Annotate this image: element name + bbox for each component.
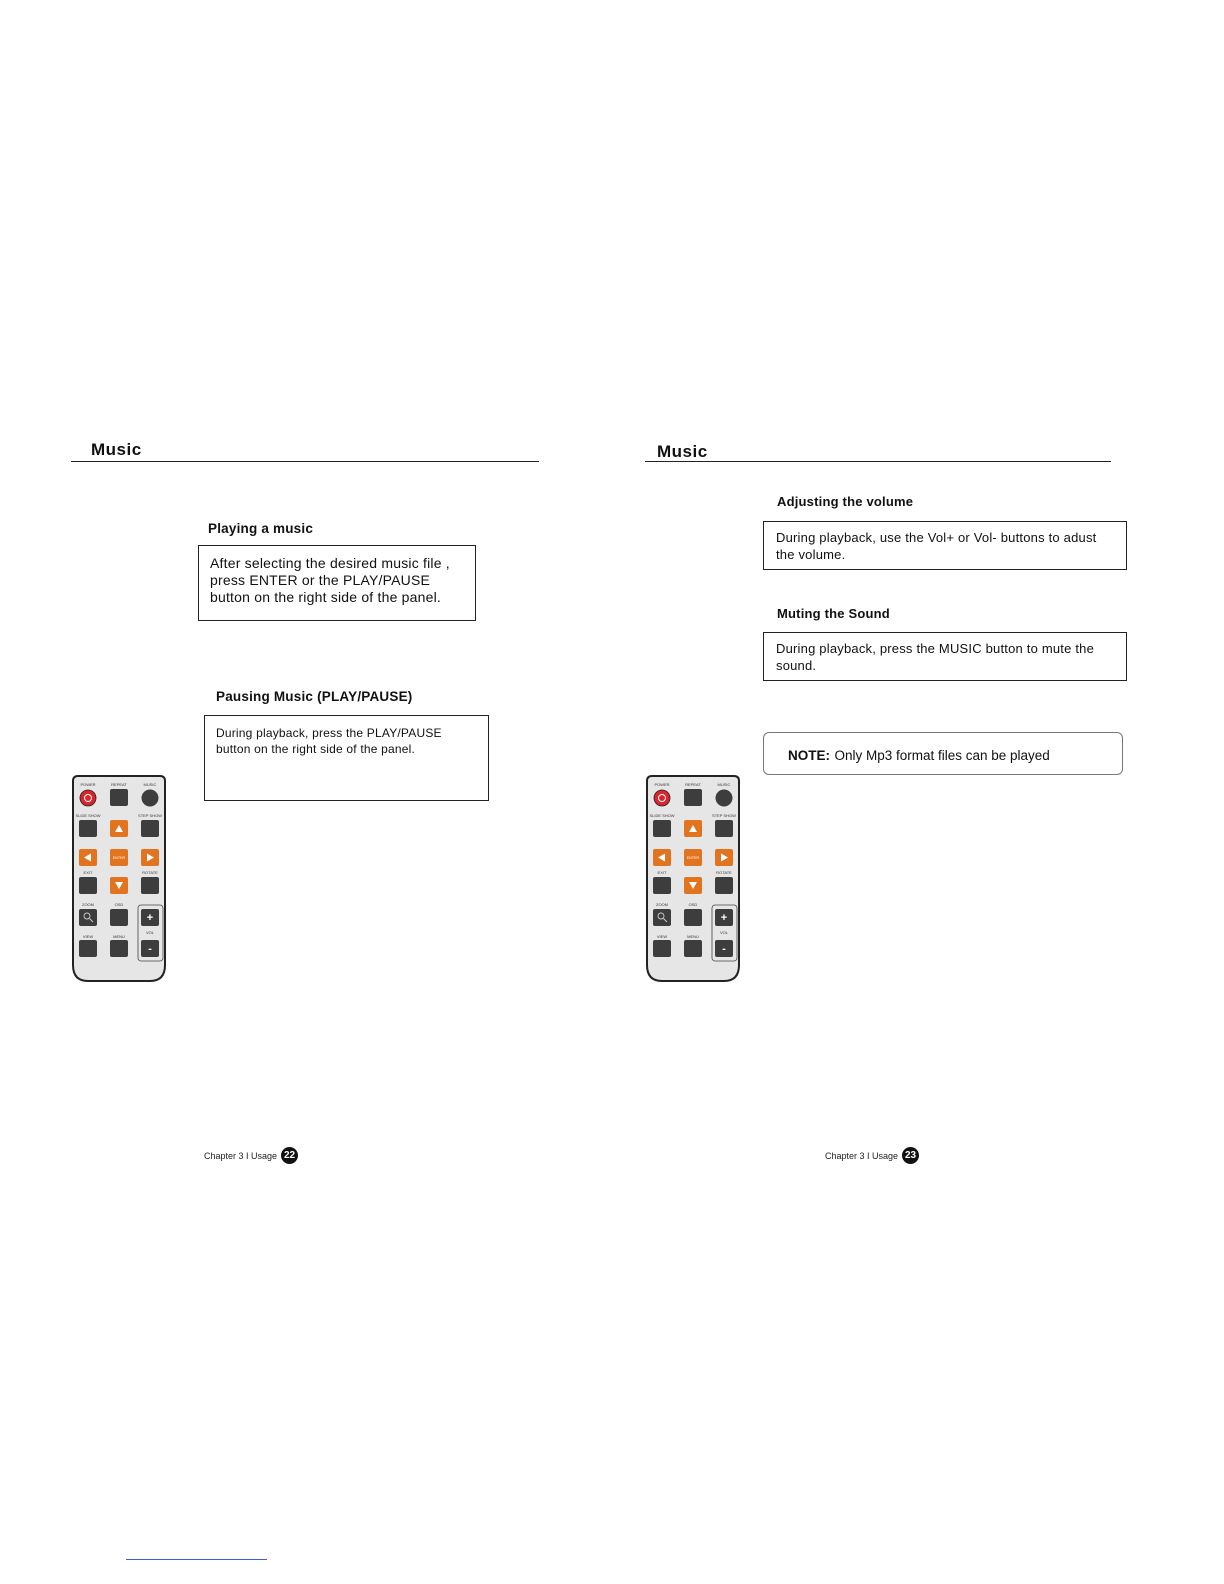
stepshow-button: [715, 820, 733, 837]
playing-music-heading: Playing a music: [208, 521, 314, 536]
remote-label-menu: MENU: [113, 934, 125, 939]
remote-label-rotate: ROTATE: [716, 870, 732, 875]
note-text: Only Mp3 format files can be played: [834, 748, 1050, 763]
remote-label-repeat: REPEAT: [111, 782, 127, 787]
remote-label-zoom: ZOOM: [82, 902, 94, 907]
remote-label-exit: EXIT: [83, 870, 93, 875]
vol-plus-label: +: [720, 912, 728, 924]
left-page-title: Music: [91, 440, 142, 459]
right-page-footer: [825, 1147, 919, 1164]
remote-label-power: POWER: [654, 782, 670, 787]
right-page-title: Music: [657, 442, 708, 461]
pausing-music-heading: Pausing Music (PLAY/PAUSE): [216, 689, 413, 704]
remote-label-stepshow: STEP SHOW: [712, 813, 736, 818]
adjusting-volume-heading: Adjusting the volume: [777, 494, 914, 509]
remote-label-slideshow: SLIDE SHOW: [75, 813, 101, 818]
remote-label-exit: EXIT: [657, 870, 667, 875]
remote-label-menu: MENU: [687, 934, 699, 939]
adjusting-volume-box: [763, 521, 1127, 570]
music-button: [142, 790, 159, 807]
right-page-number: 23: [902, 1147, 919, 1164]
left-title-rule: [71, 461, 539, 462]
left-page-number: 22: [281, 1147, 298, 1164]
right-title-rule: [645, 461, 1111, 462]
remote-label-power: POWER: [80, 782, 96, 787]
remote-svg: [70, 775, 168, 983]
remote-label-vol: VOL: [145, 930, 155, 935]
enter-label: ENTER: [686, 856, 700, 860]
vol-minus-label: -: [148, 943, 152, 955]
remote-label-view: VIEW: [82, 934, 94, 939]
muting-sound-text: During playback, press the MUSIC button to mute the sound.: [776, 641, 1095, 673]
note-label: NOTE:: [788, 748, 830, 763]
zoom-button: [653, 909, 671, 926]
exit-button: [79, 877, 97, 894]
zoom-button: [79, 909, 97, 926]
repeat-button: [684, 789, 702, 806]
view-button: [79, 940, 97, 957]
vol-minus-label: -: [722, 943, 726, 955]
osd-button: [684, 909, 702, 926]
rotate-button: [715, 877, 733, 894]
playing-music-text: After selecting the desired music file , press ENTER or the PLAY/PAUSE button on the right side of the panel.: [210, 555, 450, 605]
bottom-underline: [126, 1559, 267, 1560]
exit-button: [653, 877, 671, 894]
left-footer-label: Chapter 3 I Usage: [204, 1150, 278, 1161]
playing-music-box: [198, 545, 476, 621]
adjusting-volume-text: During playback, use the Vol+ or Vol- buttons to adust the volume.: [776, 530, 1097, 562]
remote-label-zoom: ZOOM: [656, 902, 668, 907]
pausing-music-box: [204, 715, 489, 801]
remote-label-slideshow: SLIDE SHOW: [649, 813, 675, 818]
remote-label-music: MUSIC: [717, 782, 731, 787]
rotate-button: [141, 877, 159, 894]
power-button: [654, 790, 670, 806]
enter-label: ENTER: [112, 856, 126, 860]
osd-button: [110, 909, 128, 926]
slideshow-button: [79, 820, 97, 837]
right-footer-label: Chapter 3 I Usage: [825, 1150, 899, 1161]
menu-button: [684, 940, 702, 957]
remote-label-stepshow: STEP SHOW: [138, 813, 162, 818]
remote-label-view: VIEW: [656, 934, 668, 939]
remote-label-osd: OSD: [688, 902, 698, 907]
power-button: [80, 790, 96, 806]
remote-label-vol: VOL: [719, 930, 729, 935]
remote-control-illustration: [70, 775, 168, 988]
remote-label-osd: OSD: [114, 902, 124, 907]
view-button: [653, 940, 671, 957]
vol-plus-label: +: [146, 912, 154, 924]
muting-sound-box: [763, 632, 1127, 681]
pausing-music-text: During playback, press the PLAY/PAUSE button on the right side of the panel.: [216, 726, 442, 756]
remote-label-rotate: ROTATE: [142, 870, 158, 875]
left-page-footer: [204, 1147, 298, 1164]
remote-label-music: MUSIC: [143, 782, 157, 787]
slideshow-button: [653, 820, 671, 837]
remote-svg-right: [644, 775, 742, 983]
repeat-button: [110, 789, 128, 806]
note-box: [763, 732, 1123, 775]
music-button: [716, 790, 733, 807]
remote-label-repeat: REPEAT: [685, 782, 701, 787]
muting-sound-heading: Muting the Sound: [777, 606, 890, 621]
remote-control-illustration-right: [644, 775, 742, 988]
stepshow-button: [141, 820, 159, 837]
menu-button: [110, 940, 128, 957]
